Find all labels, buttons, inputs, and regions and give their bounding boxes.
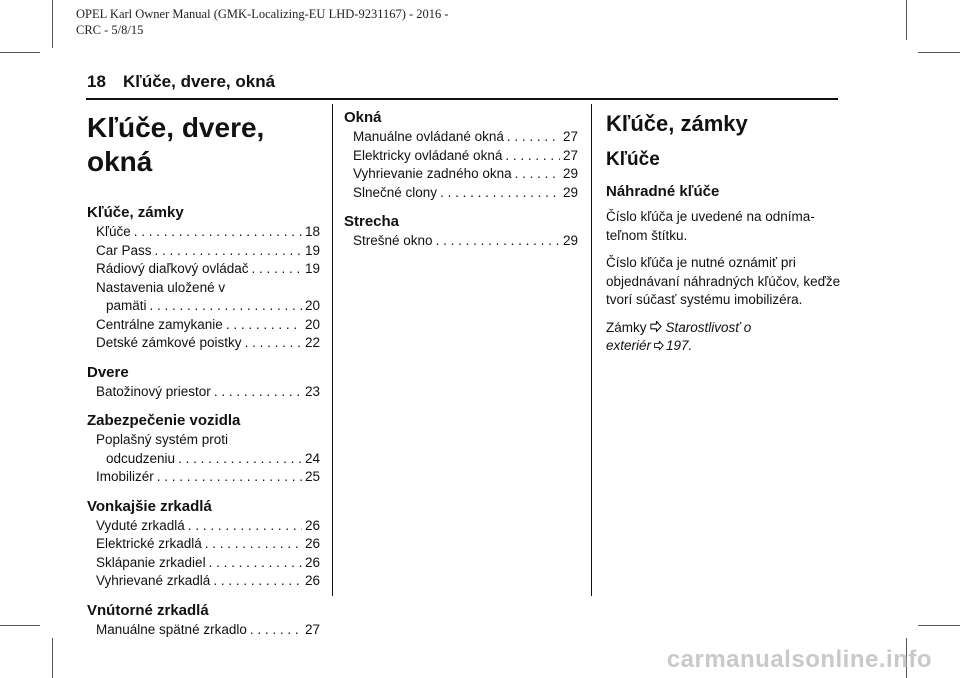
crop-mark xyxy=(0,625,40,626)
column-divider xyxy=(332,104,333,596)
toc-column-2 xyxy=(344,108,578,251)
toc-entry[interactable]: Manuálne spätné zrkadlo . . . 27 xyxy=(96,621,320,640)
print-header xyxy=(76,6,449,38)
toc-entry[interactable]: Centrálne zamykanie . . . 20 xyxy=(96,316,320,335)
toc-section xyxy=(87,203,320,353)
chapter-title: Kľúče, dvere, okná xyxy=(87,112,265,177)
toc-section xyxy=(344,212,578,251)
toc-section-heading: Strecha xyxy=(344,213,400,230)
toc-entry[interactable]: Sklápanie zrkadiel . . . 26 xyxy=(96,554,320,573)
page-number: 18 xyxy=(87,72,106,91)
subsection-heading: Kľúče xyxy=(606,149,660,170)
body-paragraph: Číslo kľúča je uvedené na odnímateľnom štítku. xyxy=(606,209,815,243)
running-head-title: Kľúče, dvere, okná xyxy=(123,72,276,91)
crop-mark xyxy=(918,625,960,626)
crop-mark xyxy=(918,52,960,53)
toc-section-heading: Dvere xyxy=(87,363,129,381)
toc-entry[interactable]: Elektrické zrkadlá . . . 26 xyxy=(96,535,320,554)
print-header-line1: OPEL Karl Owner Manual (GMK-Localizing-EU LHD-9231167) - 2016 - xyxy=(76,7,449,21)
toc-entry[interactable]: Batožinový priestor . . . 23 xyxy=(96,383,320,402)
reference-arrow-icon xyxy=(649,320,662,333)
toc-entry[interactable]: Rádiový diaľkový ovládač . . . 19 xyxy=(96,260,320,279)
topic-heading: Náhradné kľúče xyxy=(606,183,720,200)
toc-entry[interactable]: Vyhrievanie zadného okna . . . 29 xyxy=(353,165,578,184)
toc-entry[interactable]: Vyduté zrkadlá . . . 26 xyxy=(96,517,320,536)
toc-section xyxy=(87,601,320,640)
toc-section xyxy=(87,363,320,402)
toc-entry[interactable]: Elektricky ovládané okná . . . 27 xyxy=(353,147,578,166)
toc-entry[interactable]: Detské zámkové poistky . . . 22 xyxy=(96,334,320,353)
toc-entry[interactable]: Manuálne ovládané okná . . . 27 xyxy=(353,128,578,147)
header-rule xyxy=(86,98,838,100)
running-head xyxy=(87,72,275,92)
toc-entry[interactable]: Nastavenia uložené v pamäti . . . 20 xyxy=(96,279,320,316)
cross-reference[interactable]: Zámky Starostlivosť o exteriér 197. xyxy=(606,319,752,353)
reference-arrow-icon xyxy=(653,340,664,351)
toc-entry[interactable]: Slnečné clony . . . 29 xyxy=(353,184,578,203)
crop-mark xyxy=(0,52,40,53)
toc-section-heading: Kľúče, zámky xyxy=(87,204,184,221)
crop-mark xyxy=(52,0,53,48)
body-column xyxy=(606,108,846,365)
toc-entry[interactable]: Car Pass . . . 19 xyxy=(96,242,320,261)
print-header-line2: CRC - 5/8/15 xyxy=(76,23,144,37)
toc-section-heading: Zabezpečenie vozidla xyxy=(87,412,241,429)
toc-section-heading: Vnútorné zrkadlá xyxy=(87,601,209,619)
section-heading: Kľúče, zámky xyxy=(606,111,748,136)
toc-section-heading: Vonkajšie zrkadlá xyxy=(87,497,212,515)
toc-column-1 xyxy=(87,108,320,639)
toc-entry[interactable]: Kľúče . . . 18 xyxy=(96,223,320,242)
toc-section-heading: Okná xyxy=(344,109,382,126)
crop-mark xyxy=(906,0,907,40)
column-divider xyxy=(591,104,592,596)
crop-mark xyxy=(52,638,53,678)
toc-entry[interactable]: Imobilizér . . . 25 xyxy=(96,468,320,487)
toc-entry[interactable]: Vyhrievané zrkadlá . . . 26 xyxy=(96,572,320,591)
body-paragraph: Číslo kľúča je nutné oznámiť pri objednávaní náhradných kľúčov, keďže tvorí súčasť systému imobilizéra. xyxy=(606,255,841,307)
toc-section xyxy=(87,497,320,591)
toc-entry[interactable]: Poplašný systém proti odcudzeniu . . . 24 xyxy=(96,431,320,468)
toc-section xyxy=(87,411,320,487)
toc-section xyxy=(344,108,578,202)
watermark: carmanualsonline.info xyxy=(666,646,932,673)
toc-entry[interactable]: Strešné okno . . . 29 xyxy=(353,232,578,251)
